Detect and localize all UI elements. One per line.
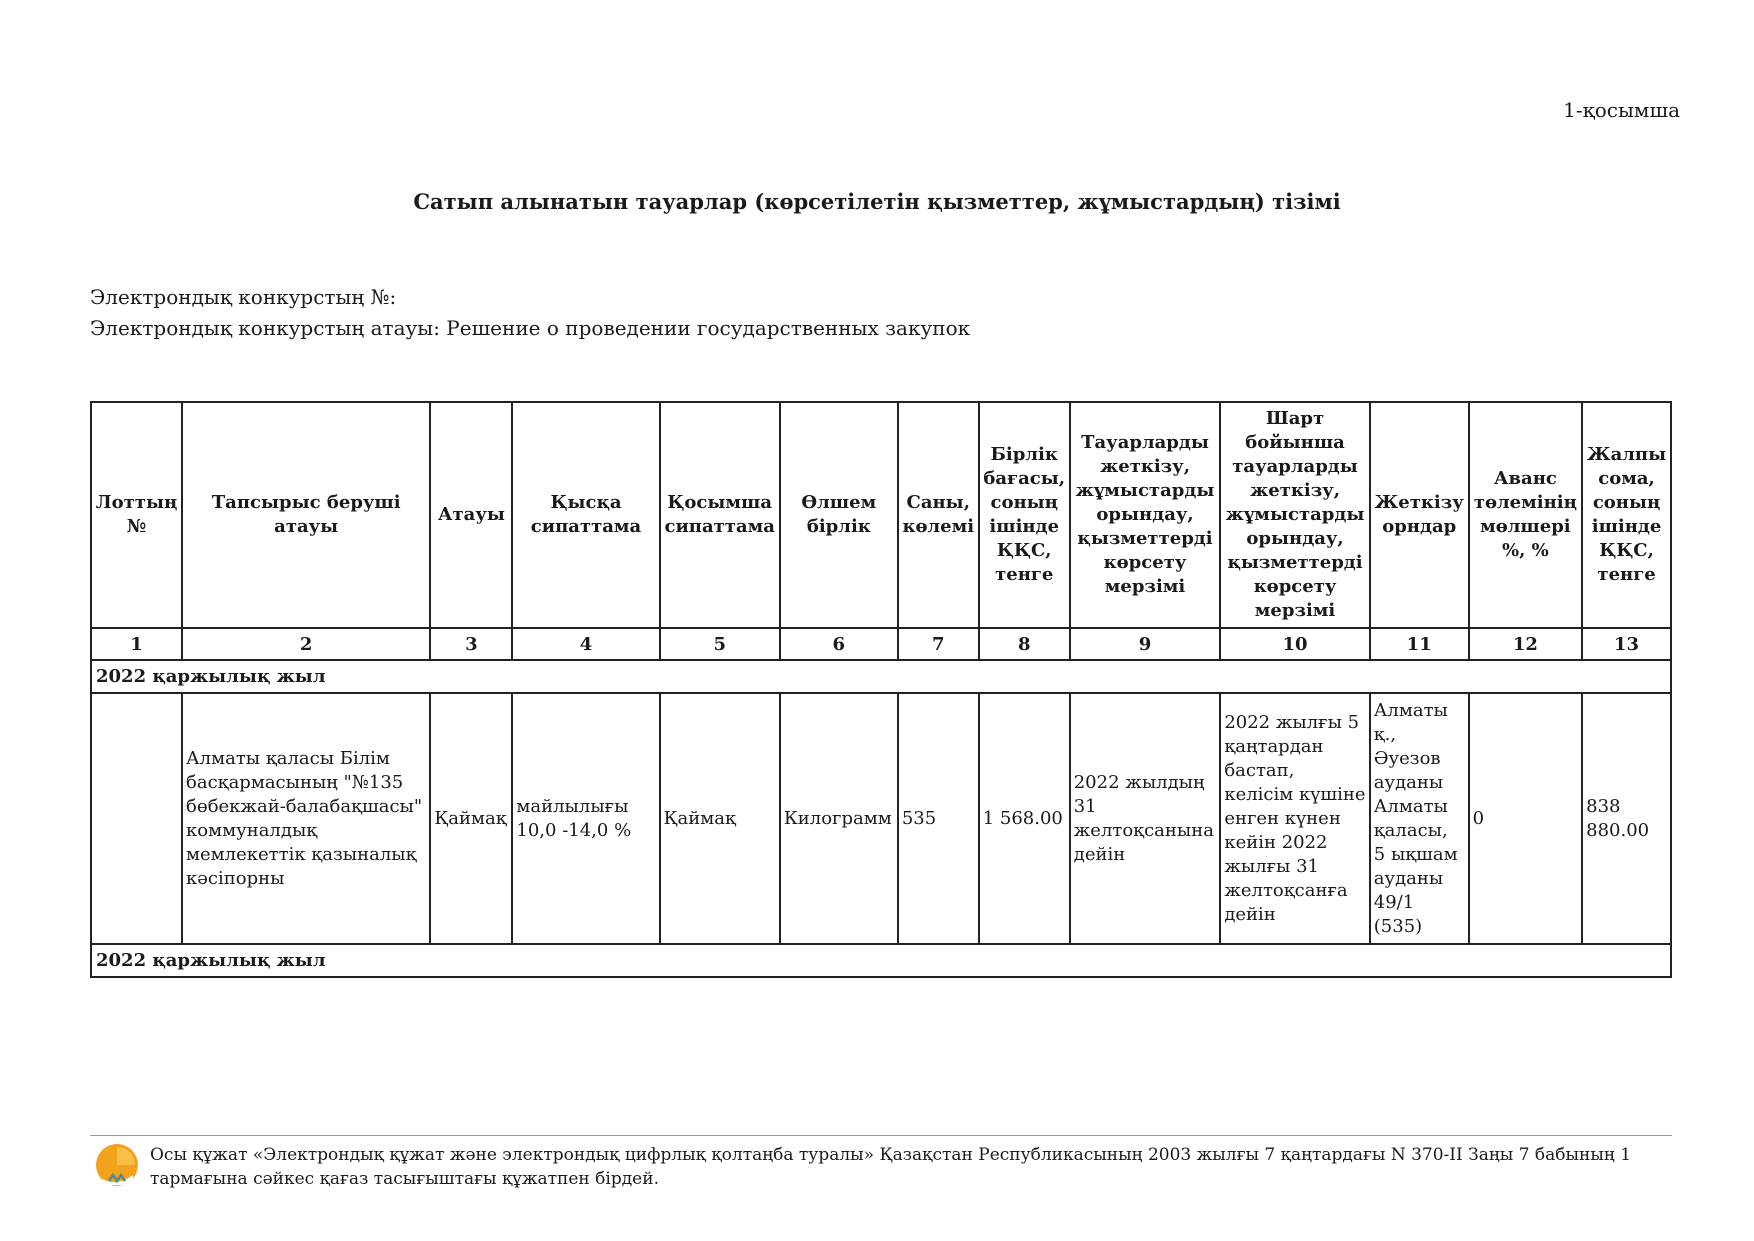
column-number: 8 — [979, 628, 1070, 660]
header-cell: Өлшем бірлік — [780, 402, 898, 628]
column-number: 10 — [1220, 628, 1369, 660]
year-row — [91, 660, 1671, 693]
table-row — [91, 693, 1671, 944]
year-label: 2022 қаржылық жыл — [91, 944, 1671, 977]
column-number: 12 — [1469, 628, 1582, 660]
column-number-row — [91, 628, 1671, 660]
egov-sun-logo-icon — [93, 1141, 141, 1189]
column-number: 2 — [182, 628, 430, 660]
footer-legal-note: Осы құжат «Электрондық құжат және электрондық цифрлық қолтаңба туралы» Қазақстан Республикасының 2003 жылғы 7 қаңтардағы N 370-II Заңы 7 бабының 1 тармағына сәйкес қағаз тасығыштағы құжатпен бірдей. — [150, 1145, 1632, 1189]
cell-unit-price: 1 568.00 — [979, 693, 1070, 944]
cell-unit: Килограмм — [780, 693, 898, 944]
appendix-label: 1-қосымша — [1563, 98, 1680, 122]
header-cell: Қысқа сипаттама — [512, 402, 659, 628]
document-title: Сатып алынатын тауарлар (көрсетілетін қызметтер, жұмыстардың) тізімі — [413, 189, 1341, 214]
header-cell: Тауарларды жеткізу, жұмыстарды орындау, қызметтерді көрсету мерзімі — [1070, 402, 1221, 628]
column-number: 13 — [1582, 628, 1671, 660]
header-cell: Атауы — [430, 402, 512, 628]
cell-extra-description: Қаймақ — [660, 693, 780, 944]
cell-contract-term: 2022 жылғы 5 қаңтардан бастап, келісім күшіне енген күнен кейін 2022 жылғы 31 желтоқсанға дейін — [1220, 693, 1369, 944]
year-label: 2022 қаржылық жыл — [91, 660, 1671, 693]
header-cell: Тапсырыс беруші атауы — [182, 402, 430, 628]
column-number: 11 — [1370, 628, 1469, 660]
cell-advance-percent: 0 — [1469, 693, 1582, 944]
header-cell: Аванс төлемінің мөлшері %, % — [1469, 402, 1582, 628]
header-row — [91, 402, 1671, 628]
column-number: 9 — [1070, 628, 1221, 660]
cell-customer-name: Алматы қаласы Білім басқармасының "№135 бөбекжай-балабақшасы" коммуналдық мемлекеттік қазыналық кәсіпорны — [182, 693, 430, 944]
column-number: 3 — [430, 628, 512, 660]
cell-quantity: 535 — [898, 693, 979, 944]
goods-table — [90, 401, 1672, 978]
column-number: 7 — [898, 628, 979, 660]
footer-divider — [90, 1135, 1672, 1136]
header-cell: Қосымша сипаттама — [660, 402, 780, 628]
column-number: 4 — [512, 628, 659, 660]
cell-delivery-term: 2022 жылдың 31 желтоқсанына дейін — [1070, 693, 1221, 944]
header-cell: Бірлік бағасы, соның ішінде ҚҚС, тенге — [979, 402, 1070, 628]
header-cell: Жалпы сома, соның ішінде ҚҚС, тенге — [1582, 402, 1671, 628]
column-number: 1 — [91, 628, 182, 660]
cell-total-amount: 838 880.00 — [1582, 693, 1671, 944]
year-row — [91, 944, 1671, 977]
contest-meta — [90, 282, 970, 344]
header-cell: Лоттың № — [91, 402, 182, 628]
cell-lot-number — [91, 693, 182, 944]
contest-name: Электрондық конкурстың атауы: Решение о проведении государственных закупок — [90, 316, 971, 340]
cell-delivery-place: Алматы қ., Әуезов ауданы Алматы қаласы, 5 ықшам ауданы 49/1 (535) — [1370, 693, 1469, 944]
header-cell: Саны, көлемі — [898, 402, 979, 628]
cell-short-description: майлылығы 10,0 -14,0 % — [512, 693, 659, 944]
contest-number: Электрондық конкурстың №: — [90, 285, 397, 309]
column-number: 6 — [780, 628, 898, 660]
header-cell: Жеткізу орндар — [1370, 402, 1469, 628]
cell-item-name: Қаймақ — [430, 693, 512, 944]
column-number: 5 — [660, 628, 780, 660]
header-cell: Шарт бойынша тауарларды жеткізу, жұмыстарды орындау, қызметтерді көрсету мерзімі — [1220, 402, 1369, 628]
